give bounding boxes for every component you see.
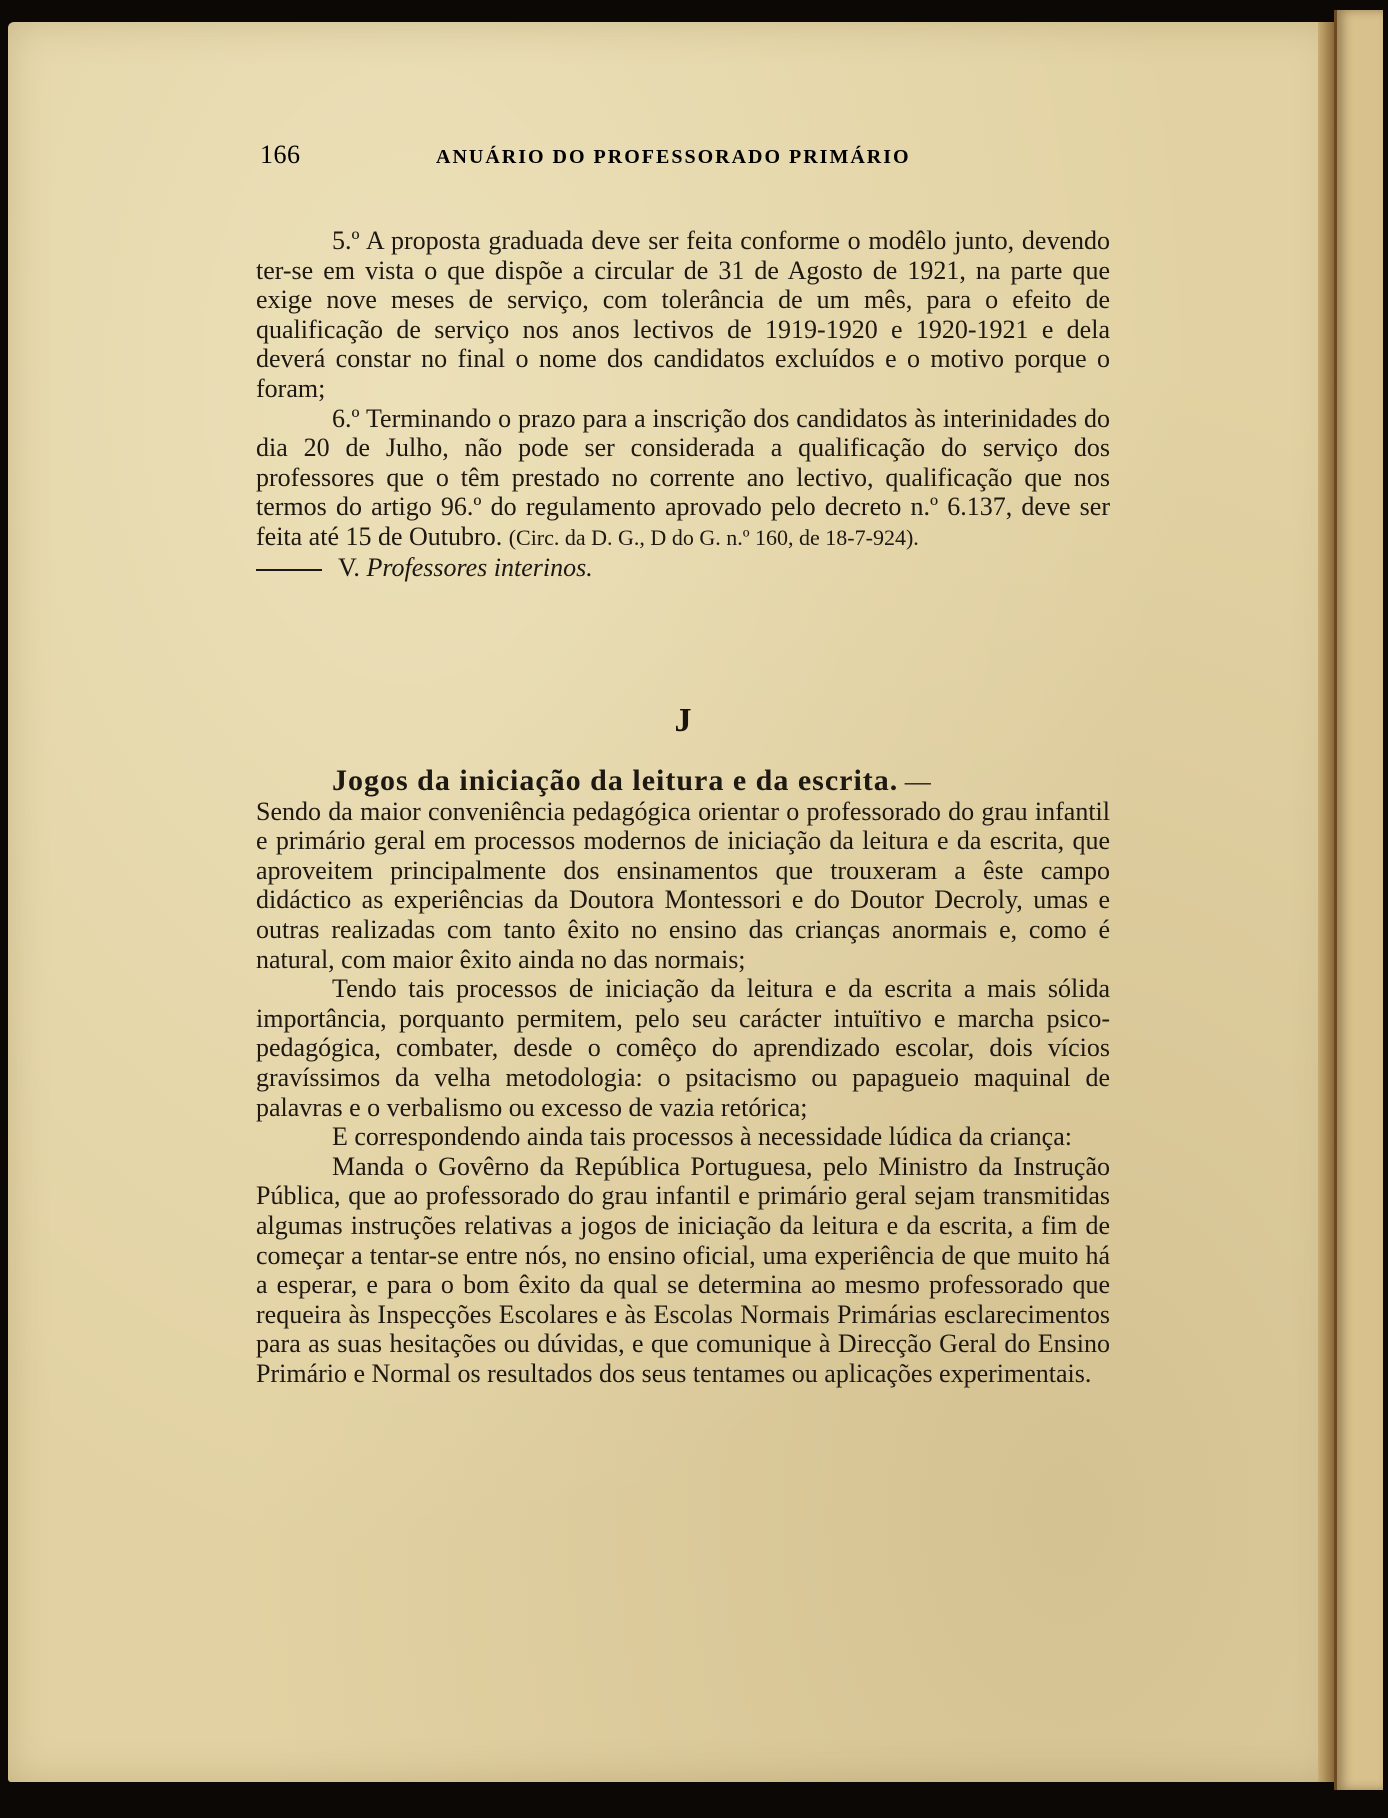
entry-heading-dash: — <box>904 767 931 796</box>
item-6-citation: (Circ. da D. G., D do G. n.º 160, de 18-7-924). <box>508 524 919 550</box>
section-letter: J <box>674 702 692 739</box>
entry-heading: Jogos da iniciação da leitura e da escrita. <box>332 764 899 797</box>
entry-jogos <box>256 766 1110 1388</box>
continued-items <box>256 226 1110 582</box>
entry-paragraph-1: Sendo da maior conveniência pedagógica orientar o professorado do grau infantil e primário geral em processos modernos de iniciação da leitura e da escrita, que aproveitem principalmente dos ensinamentos que trouxeram a êste campo didáctico as experiências da Doutora Montessori e do Doutor Decroly, umas e outras realizadas com tanto êxito no ensino das crianças anormais e, como é natural, com maior êxito ainda no das normais; <box>256 796 1110 974</box>
cross-reference-dash <box>256 569 322 571</box>
cross-reference <box>256 553 1110 583</box>
item-6-paragraph <box>256 404 1110 553</box>
page-number: 166 <box>260 140 301 169</box>
entry-paragraph-2: Tendo tais processos de iniciação da leitura e da escrita a mais sólida importância, porquanto permitem, pelo seu carácter intuïtivo e marcha psico-pedagógica, combater, desde o comêço do aprendizado escolar, dois vícios gravíssimos da velha metodologia: o psitacismo ou papagueio maquinal de palavras e o verbalismo ou excesso de vazia retórica; <box>256 974 1110 1122</box>
page-header <box>256 140 1110 174</box>
entry-paragraph-4: Manda o Govêrno da República Portuguesa, pelo Ministro da Instrução Pública, que ao professorado do grau infantil e primário geral sejam transmitidas algumas instruções relativas a jogos de iniciação da leitura e da escrita, a fim de começar a tentar-se entre nós, no ensino oficial, uma experiência de que muito há a esperar, e para o bom êxito da qual se determina ao mesmo professorado que requeira às Inspecções Escolares e às Escolas Normais Primárias esclarecimentos para as suas hesitações ou dúvidas, e que comunique à Direcção Geral do Ensino Primário e Normal os resultados dos seus tentames ou aplicações experimentais. <box>256 1151 1110 1388</box>
cross-reference-target: Professores interinos. <box>366 552 593 582</box>
entry-paragraph-3: E correspondendo ainda tais processos à necessidade lúdica da criança: <box>332 1122 1072 1152</box>
item-6-text: 6.º Terminando o prazo para a inscrição dos candidatos às interinidades do dia 20 de Julho, não pode ser considerada a qualificação do serviço dos professores que o têm prestado no corrente ano lectivo, qualificação que nos termos do artigo 96.º do regulamento aprovado pelo decreto n.º 6.137, deve ser feita até 15 de Outubro. <box>256 403 1110 551</box>
entry-heading-line <box>256 766 1110 797</box>
running-head: ANUÁRIO DO PROFESSORADO PRIMÁRIO <box>436 146 911 168</box>
binding-shadow <box>1318 22 1334 1782</box>
cross-reference-prefix: V. <box>338 552 360 582</box>
adjacent-page-edge <box>1334 10 1383 1790</box>
item-5-paragraph: 5.º A proposta graduada deve ser feita conforme o modêlo junto, devendo ter-se em vista o que dispõe a circular de 31 de Agosto de 1921, na parte que exige nove meses de serviço, com tolerância de um mês, para o efeito de qualificação de serviço nos anos lectivos de 1919-1920 e 1920-1921 e dela deverá constar no final o nome dos candidatos excluídos e o motivo porque o foram; <box>256 226 1110 403</box>
